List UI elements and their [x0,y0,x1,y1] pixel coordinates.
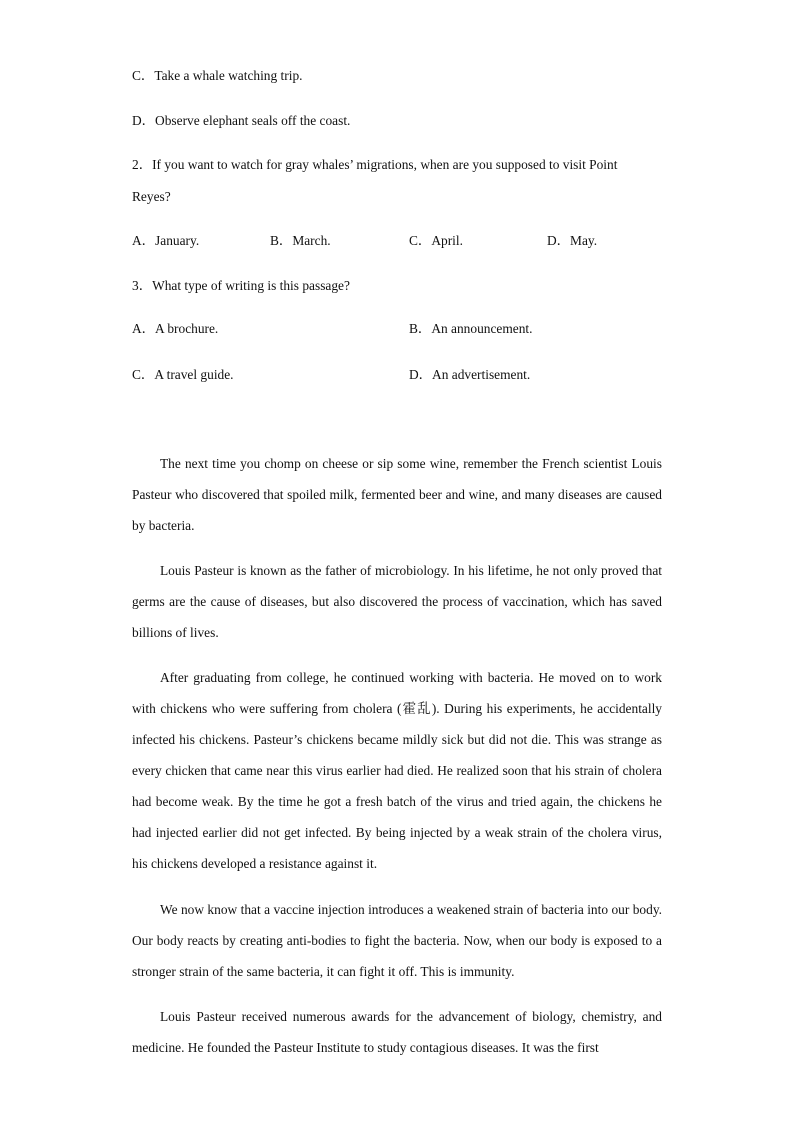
q1-option-c: C．Take a whale watching trip. [132,68,303,83]
q2-stem-line1: 2．If you want to watch for gray whales’ migrations, when are you supposed to visit Point [132,157,618,172]
q3-option-c: C．A travel guide. [132,367,234,382]
passage-paragraph-4: We now know that a vaccine injection introduces a weakened strain of bacteria into our body. Our body reacts by creating anti-bodies to fight the bacteria. Now, when our body is exposed to a stronger strain of the same bacteria, it can fight it off. This is immunity. [132,902,662,979]
q2-option-b: B．March. [270,233,331,248]
q3-stem: 3．What type of writing is this passage? [132,278,350,293]
q2-option-d: D．May. [547,233,598,248]
passage-paragraph-1: The next time you chomp on cheese or sip some wine, remember the French scientist Louis Pasteur who discovered that spoiled milk, fermented beer and wine, and many diseases are caused by bacteria. [132,456,662,533]
q3-option-a: A．A brochure. [132,321,219,336]
q2-option-c: C．April. [409,233,463,248]
q2-option-a: A．January. [132,233,200,248]
passage-paragraph-2: Louis Pasteur is known as the father of microbiology. In his lifetime, he not only proved that germs are the cause of diseases, but also discovered the process of vaccination, which has saved billions of lives. [132,563,662,640]
q2-stem-line2: Reyes? [132,189,171,204]
q3-option-d: D．An advertisement. [409,367,531,382]
passage-paragraph-3: After graduating from college, he continued working with bacteria. He moved on to work with chickens who were suffering from cholera (霍乱). During his experiments, he accidentally infected his chickens. Pasteur’s chickens became mildly sick but did not die. This was strange as every chicken that came near this virus earlier had died. He realized soon that his strain of cholera had become weak. By the time he got a fresh batch of the virus and tried again, the chickens he had injected earlier did not get infected. By being injected by a weak strain of the cholera virus, his chickens developed a resistance against it. [132,670,662,871]
passage-paragraph-5: Louis Pasteur received numerous awards for the advancement of biology, chemistry, and medicine. He founded the Pasteur Institute to study contagious diseases. It was the first [132,1009,662,1055]
q3-option-b: B．An announcement. [409,321,533,336]
q1-option-d: D．Observe elephant seals off the coast. [132,113,351,128]
